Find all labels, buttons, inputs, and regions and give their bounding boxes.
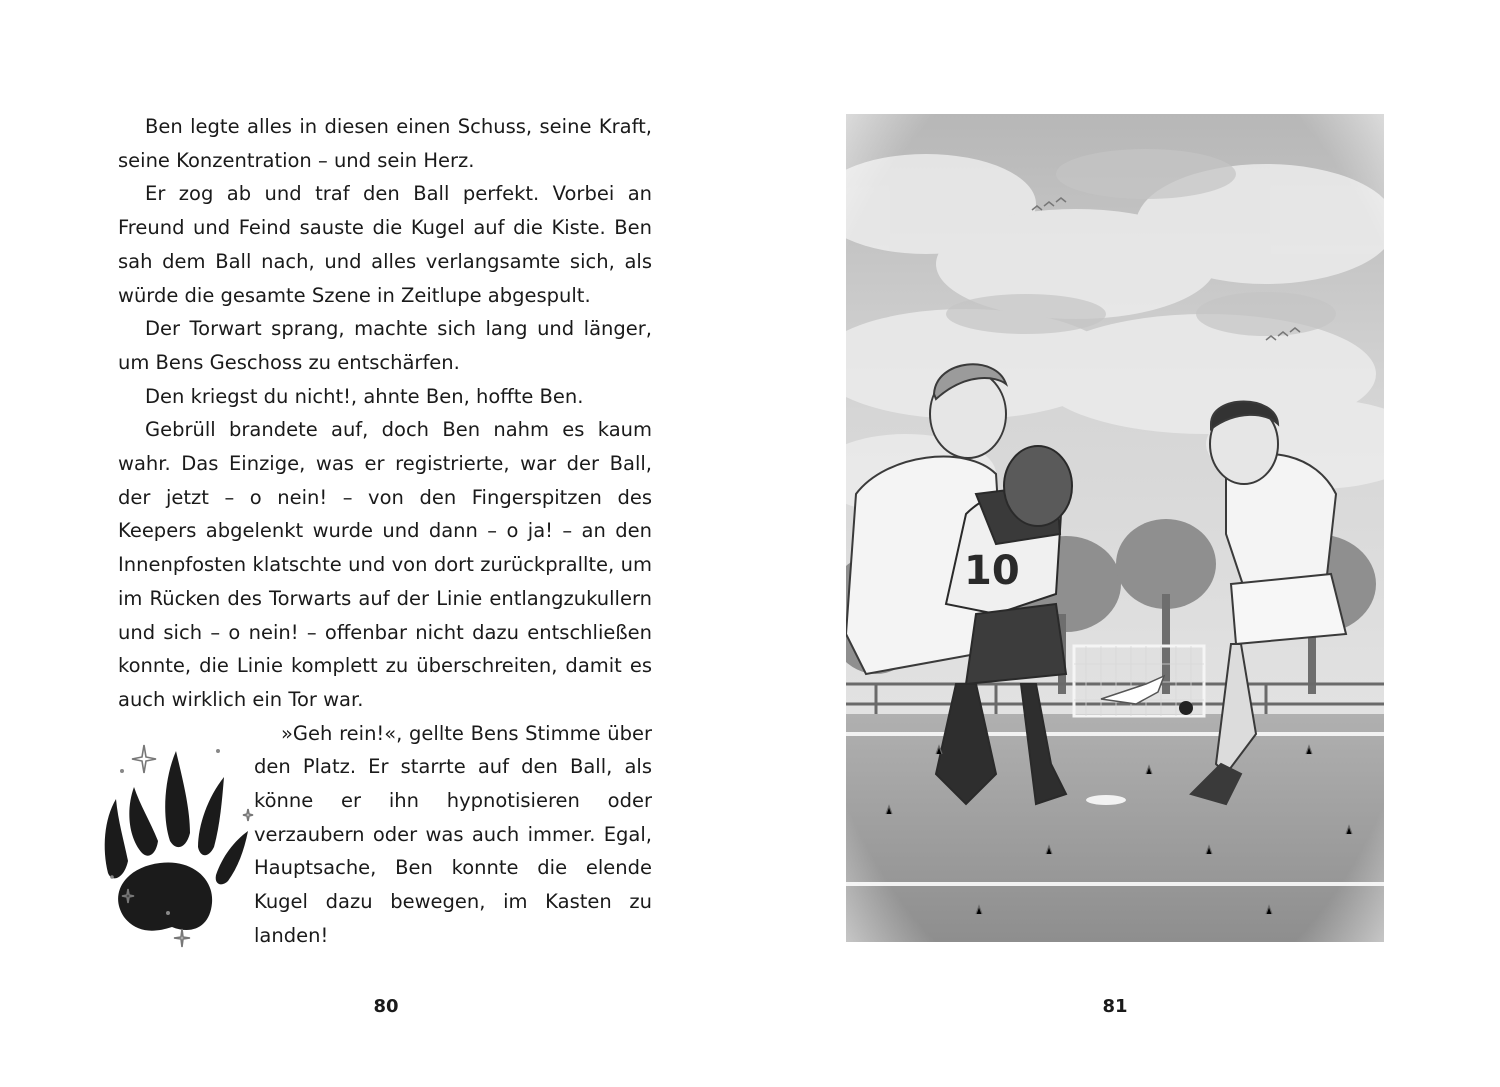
paragraph-2: Er zog ab und traf den Ball perfekt. Vorbei an Freund und Feind sauste die Kugel auf die Kiste. Ben sah dem Ball nach, und alles verlangsamte sich, als würde die gesamte Szene in Zeitlupe abgespult. [118, 182, 652, 307]
soccer-match-illustration [846, 114, 1384, 942]
paragraph-3: Der Torwart sprang, machte sich lang und länger, um Bens Geschoss zu entschärfen. [118, 317, 652, 374]
paragraph-4: Den kriegst du nicht!, ahnte Ben, hoffte Ben. [145, 384, 584, 408]
paragraph-6: »Geh rein!«, gellte Bens Stimme über den Platz. Er starrte auf den Ball, als könne er ihn hypnotisieren oder verzaubern oder was auch immer. Egal, Hauptsache, Ben konnte die elende Kugel dazu bewegen, im Kasten zu landen! [254, 721, 652, 947]
paw-print-icon [98, 717, 250, 953]
left-page-text [118, 110, 652, 953]
paragraph-5: Gebrüll brandete auf, doch Ben nahm es kaum wahr. Das Einzige, was er registrierte, war der Ball, der jetzt – o nein! – von den Fingerspitzen des Keepers abgelenkt wurde und dann – o ja! – an den Innenpfosten klatschte und von dort zurückprallte, um im Rücken des Torwarts auf der Linie entlangzukullern und sich – o nein! – offenbar nicht dazu entschließen konnte, die Linie komplett zu überschreiten, damit es auch wirklich ein Tor war. [118, 418, 652, 711]
paragraph-1: Ben legte alles in diesen einen Schuss, seine Kraft, seine Konzentration – und sein Herz. [118, 115, 652, 172]
page-number-right: 81 [1102, 996, 1128, 1017]
page-number-left: 80 [373, 996, 399, 1017]
